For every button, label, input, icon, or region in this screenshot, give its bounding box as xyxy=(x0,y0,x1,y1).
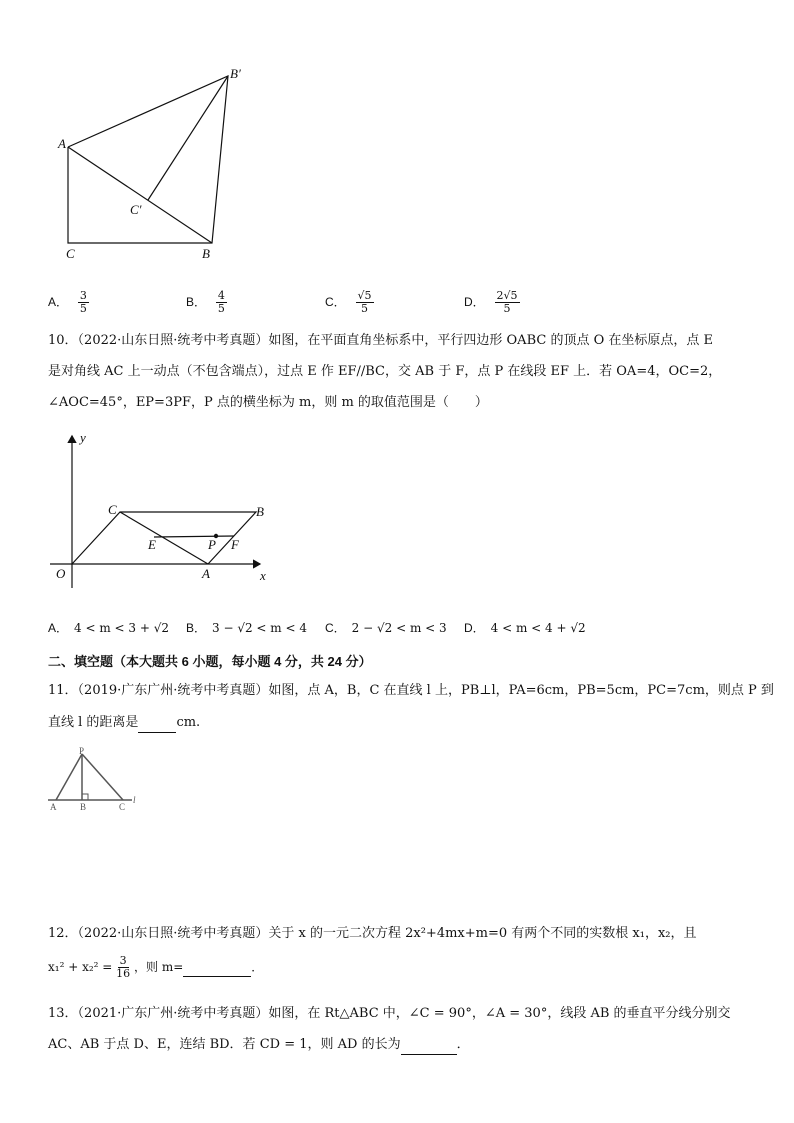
figure-q11 xyxy=(45,745,145,815)
fig2-label-B: B xyxy=(256,504,264,519)
q13-line2: AC、AB 于点 D、E，连结 BD．若 CD = 1，则 AD 的长为 ． xyxy=(48,1036,470,1055)
q13-line1: 13．（2021·广东广州·统考中考真题）如图，在 Rt△ABC 中，∠C = 90°，∠A = 30°，线段 AB 的垂直平分线分别交 xyxy=(48,1006,731,1021)
q9-option-a[interactable]: A． $\frac{3}{5}$ xyxy=(48,289,87,315)
figure-q9 xyxy=(55,62,255,272)
q9-option-b[interactable]: B． $\frac{4}{5}$ xyxy=(186,289,225,315)
q11-line1: 11．（2019·广东广州·统考中考真题）如图，点 A，B，C 在直线 l 上，PB⊥l，PA=6cm，PB=5cm，PC=7cm，则点 P 到 xyxy=(48,683,774,698)
fig1-label-Cprime: C′ xyxy=(130,202,142,217)
q12-line2: x₁² + x₂² = $\frac{3}{16}$ ，则 m= ． xyxy=(48,954,264,980)
section-heading: 二、填空题（本大题共 6 小题，每小题 4 分，共 24 分） xyxy=(48,654,372,669)
fig1-label-B: B xyxy=(202,246,210,261)
fig2-label-y: y xyxy=(80,430,86,445)
q10-option-b[interactable]: B． 3 − √2 < m < 4 xyxy=(186,621,307,635)
q13-answer-blank[interactable] xyxy=(401,1036,457,1055)
fig3-label-P: P xyxy=(79,746,85,756)
q9-option-d[interactable]: D． $\frac{2√5}{5}$ xyxy=(464,289,518,315)
q10-option-a[interactable]: A． 4 < m < 3 + √2 xyxy=(48,621,169,635)
fig2-label-x: x xyxy=(260,568,266,583)
q10-option-d[interactable]: D． 4 < m < 4 + √2 xyxy=(464,621,586,635)
q12-line1: 12．（2022·山东日照·统考中考真题）关于 x 的一元二次方程 2x²+4mx+m=0 有两个不同的实数根 x₁，x₂，且 xyxy=(48,926,697,941)
fig3-label-A: A xyxy=(50,802,57,812)
fig3-label-B: B xyxy=(80,802,87,812)
fig2-label-C: C xyxy=(108,502,117,517)
figure-q10 xyxy=(45,428,280,588)
fig1-label-Bprime: B′ xyxy=(230,66,241,81)
fig2-label-A: A xyxy=(202,566,210,581)
fig3-label-C: C xyxy=(119,802,126,812)
q10-line1: 10．（2022·山东日照·统考中考真题）如图，在平面直角坐标系中，平行四边形 OABC 的顶点 O 在坐标原点，点 E xyxy=(48,333,713,348)
fig2-label-P: P xyxy=(208,537,216,552)
q11-line2: 直线 l 的距离是 cm. xyxy=(48,714,200,733)
fig2-label-F: F xyxy=(231,537,239,552)
q10-line3: ∠AOC=45°，EP=3PF，P 点的横坐标为 m，则 m 的取值范围是（ ） xyxy=(48,395,488,410)
fig3-label-l: l xyxy=(133,795,136,805)
fig1-label-A: A xyxy=(58,136,66,151)
q11-answer-blank[interactable] xyxy=(138,714,176,733)
fig2-label-E: E xyxy=(148,537,156,552)
q10-option-c[interactable]: C． 2 − √2 < m < 3 xyxy=(325,621,447,635)
q12-answer-blank[interactable] xyxy=(183,958,251,977)
q9-option-c[interactable]: C． $\frac{√5}{5}$ xyxy=(325,289,372,315)
q10-line2: 是对角线 AC 上一动点（不包含端点），过点 E 作 EF//BC，交 AB 于 F，点 P 在线段 EF 上．若 OA=4，OC=2， xyxy=(48,364,722,379)
fig1-label-C: C xyxy=(66,246,75,261)
fig2-label-O: O xyxy=(56,566,66,581)
